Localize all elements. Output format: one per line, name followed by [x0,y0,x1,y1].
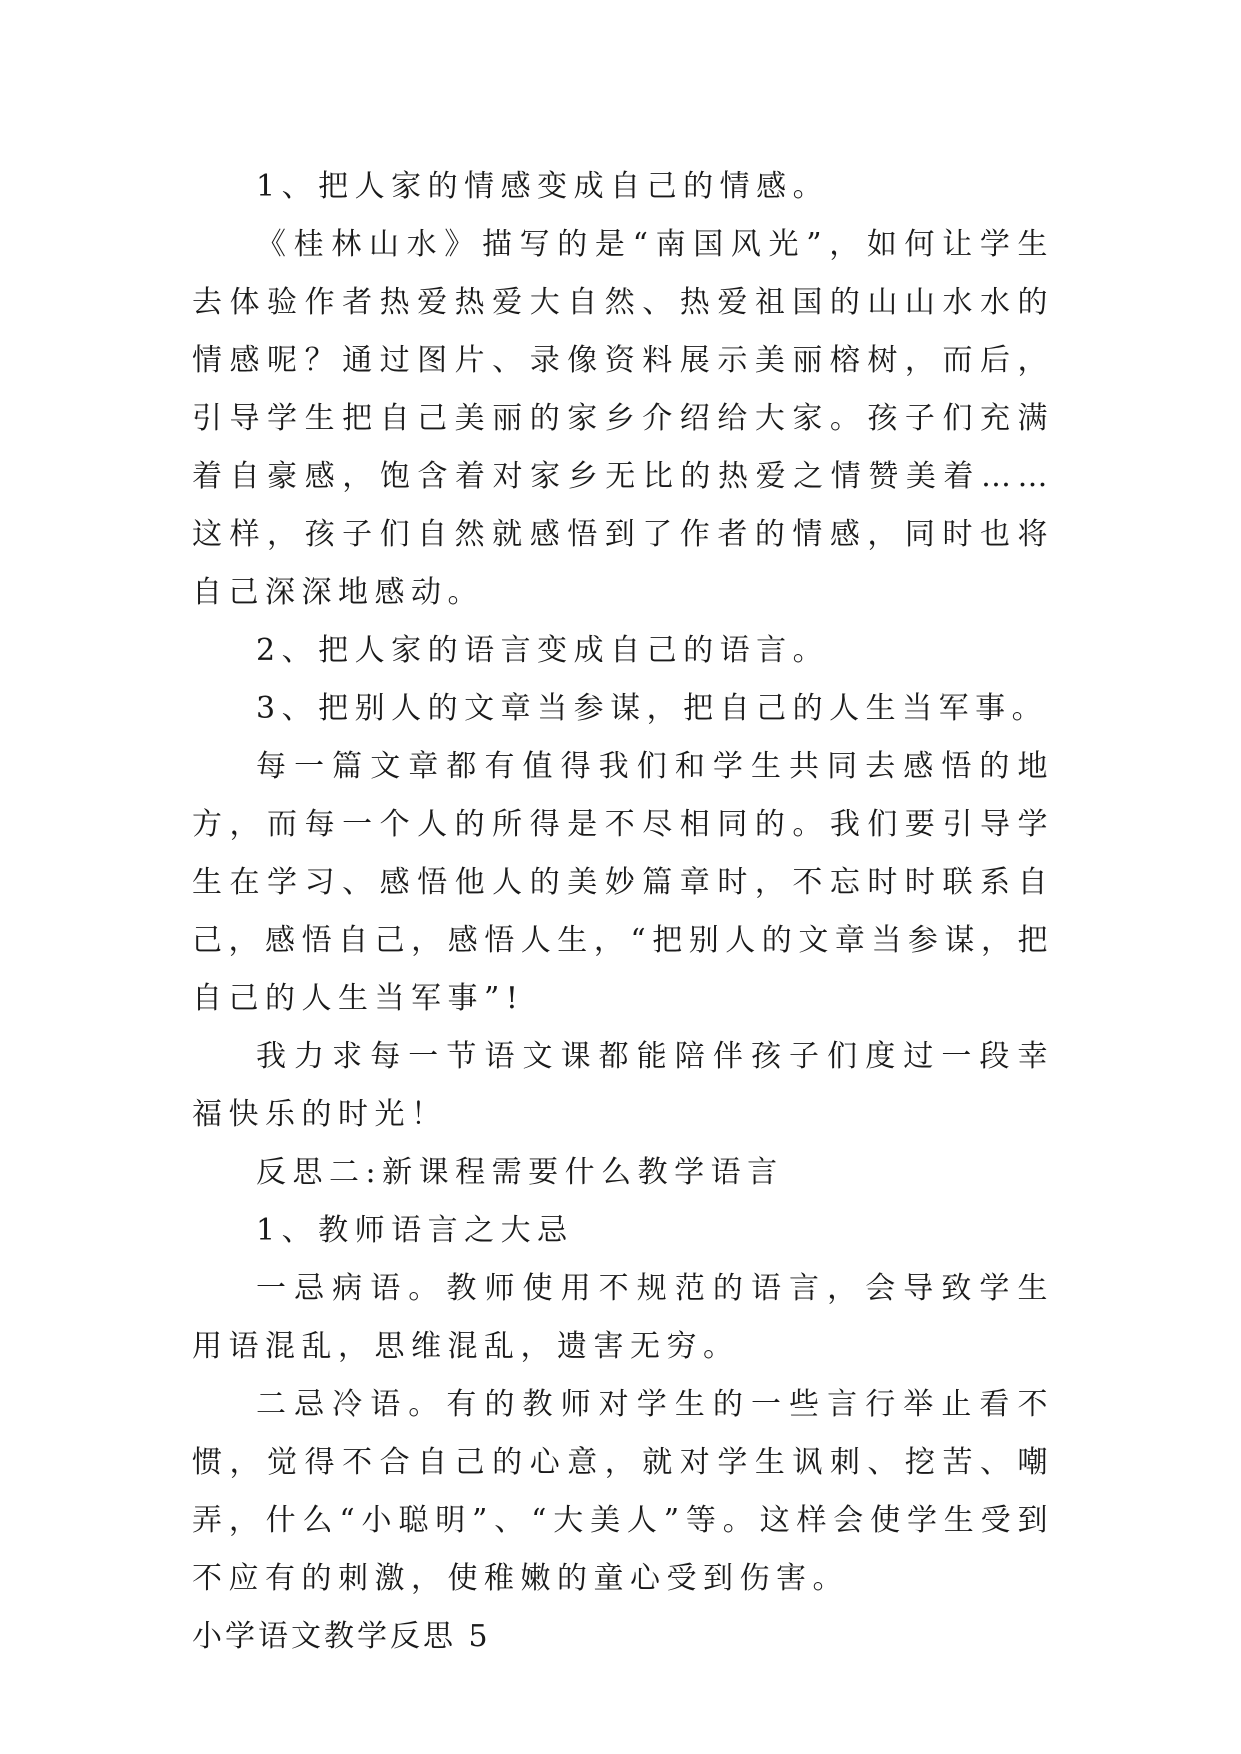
paragraph-2: 《桂林山水》描写的是“南国风光”，如何让学生去体验作者热爱热爱大自然、热爱祖国的山山水水的情感呢？通过图片、录像资料展示美丽榕树，而后，引导学生把自己美丽的家乡介绍给大家。孩子们充满着自豪感，饱含着对家乡无比的热爱之情赞美着……这样，孩子们自然就感悟到了作者的情感，同时也将自己深深地感动。 [192,227,1054,610]
paragraph-4: 3、把别人的文章当参谋，把自己的人生当军事。 [256,691,1049,726]
section-title: 小学语文教学反思 5 [192,1619,491,1654]
paragraph-8: 1、教师语言之大忌 [256,1213,574,1248]
paragraph-6: 我力求每一节语文课都能陪伴孩子们度过一段幸福快乐的时光！ [192,1039,1054,1132]
paragraph-3: 2、把人家的语言变成自己的语言。 [256,633,830,668]
paragraph-9: 一忌病语。教师使用不规范的语言，会导致学生用语混乱，思维混乱，遗害无穷。 [192,1271,1054,1364]
paragraph-10: 二忌冷语。有的教师对学生的一些言行举止看不惯，觉得不合自己的心意，就对学生讽刺、挖苦、嘲弄，什么“小聪明”、“大美人”等。这样会使学生受到不应有的刺激，使稚嫩的童心受到伤害。 [192,1387,1054,1596]
paragraph-1: 1、把人家的情感变成自己的情感。 [256,169,830,204]
paragraph-5: 每一篇文章都有值得我们和学生共同去感悟的地方，而每一个人的所得是不尽相同的。我们要引导学生在学习、感悟他人的美妙篇章时，不忘时时联系自己，感悟自己，感悟人生，“把别人的文章当参谋，把自己的人生当军事”! [192,749,1054,1016]
document-page [192,158,1054,1666]
paragraph-7: 反思二:新课程需要什么教学语言 [256,1155,784,1190]
